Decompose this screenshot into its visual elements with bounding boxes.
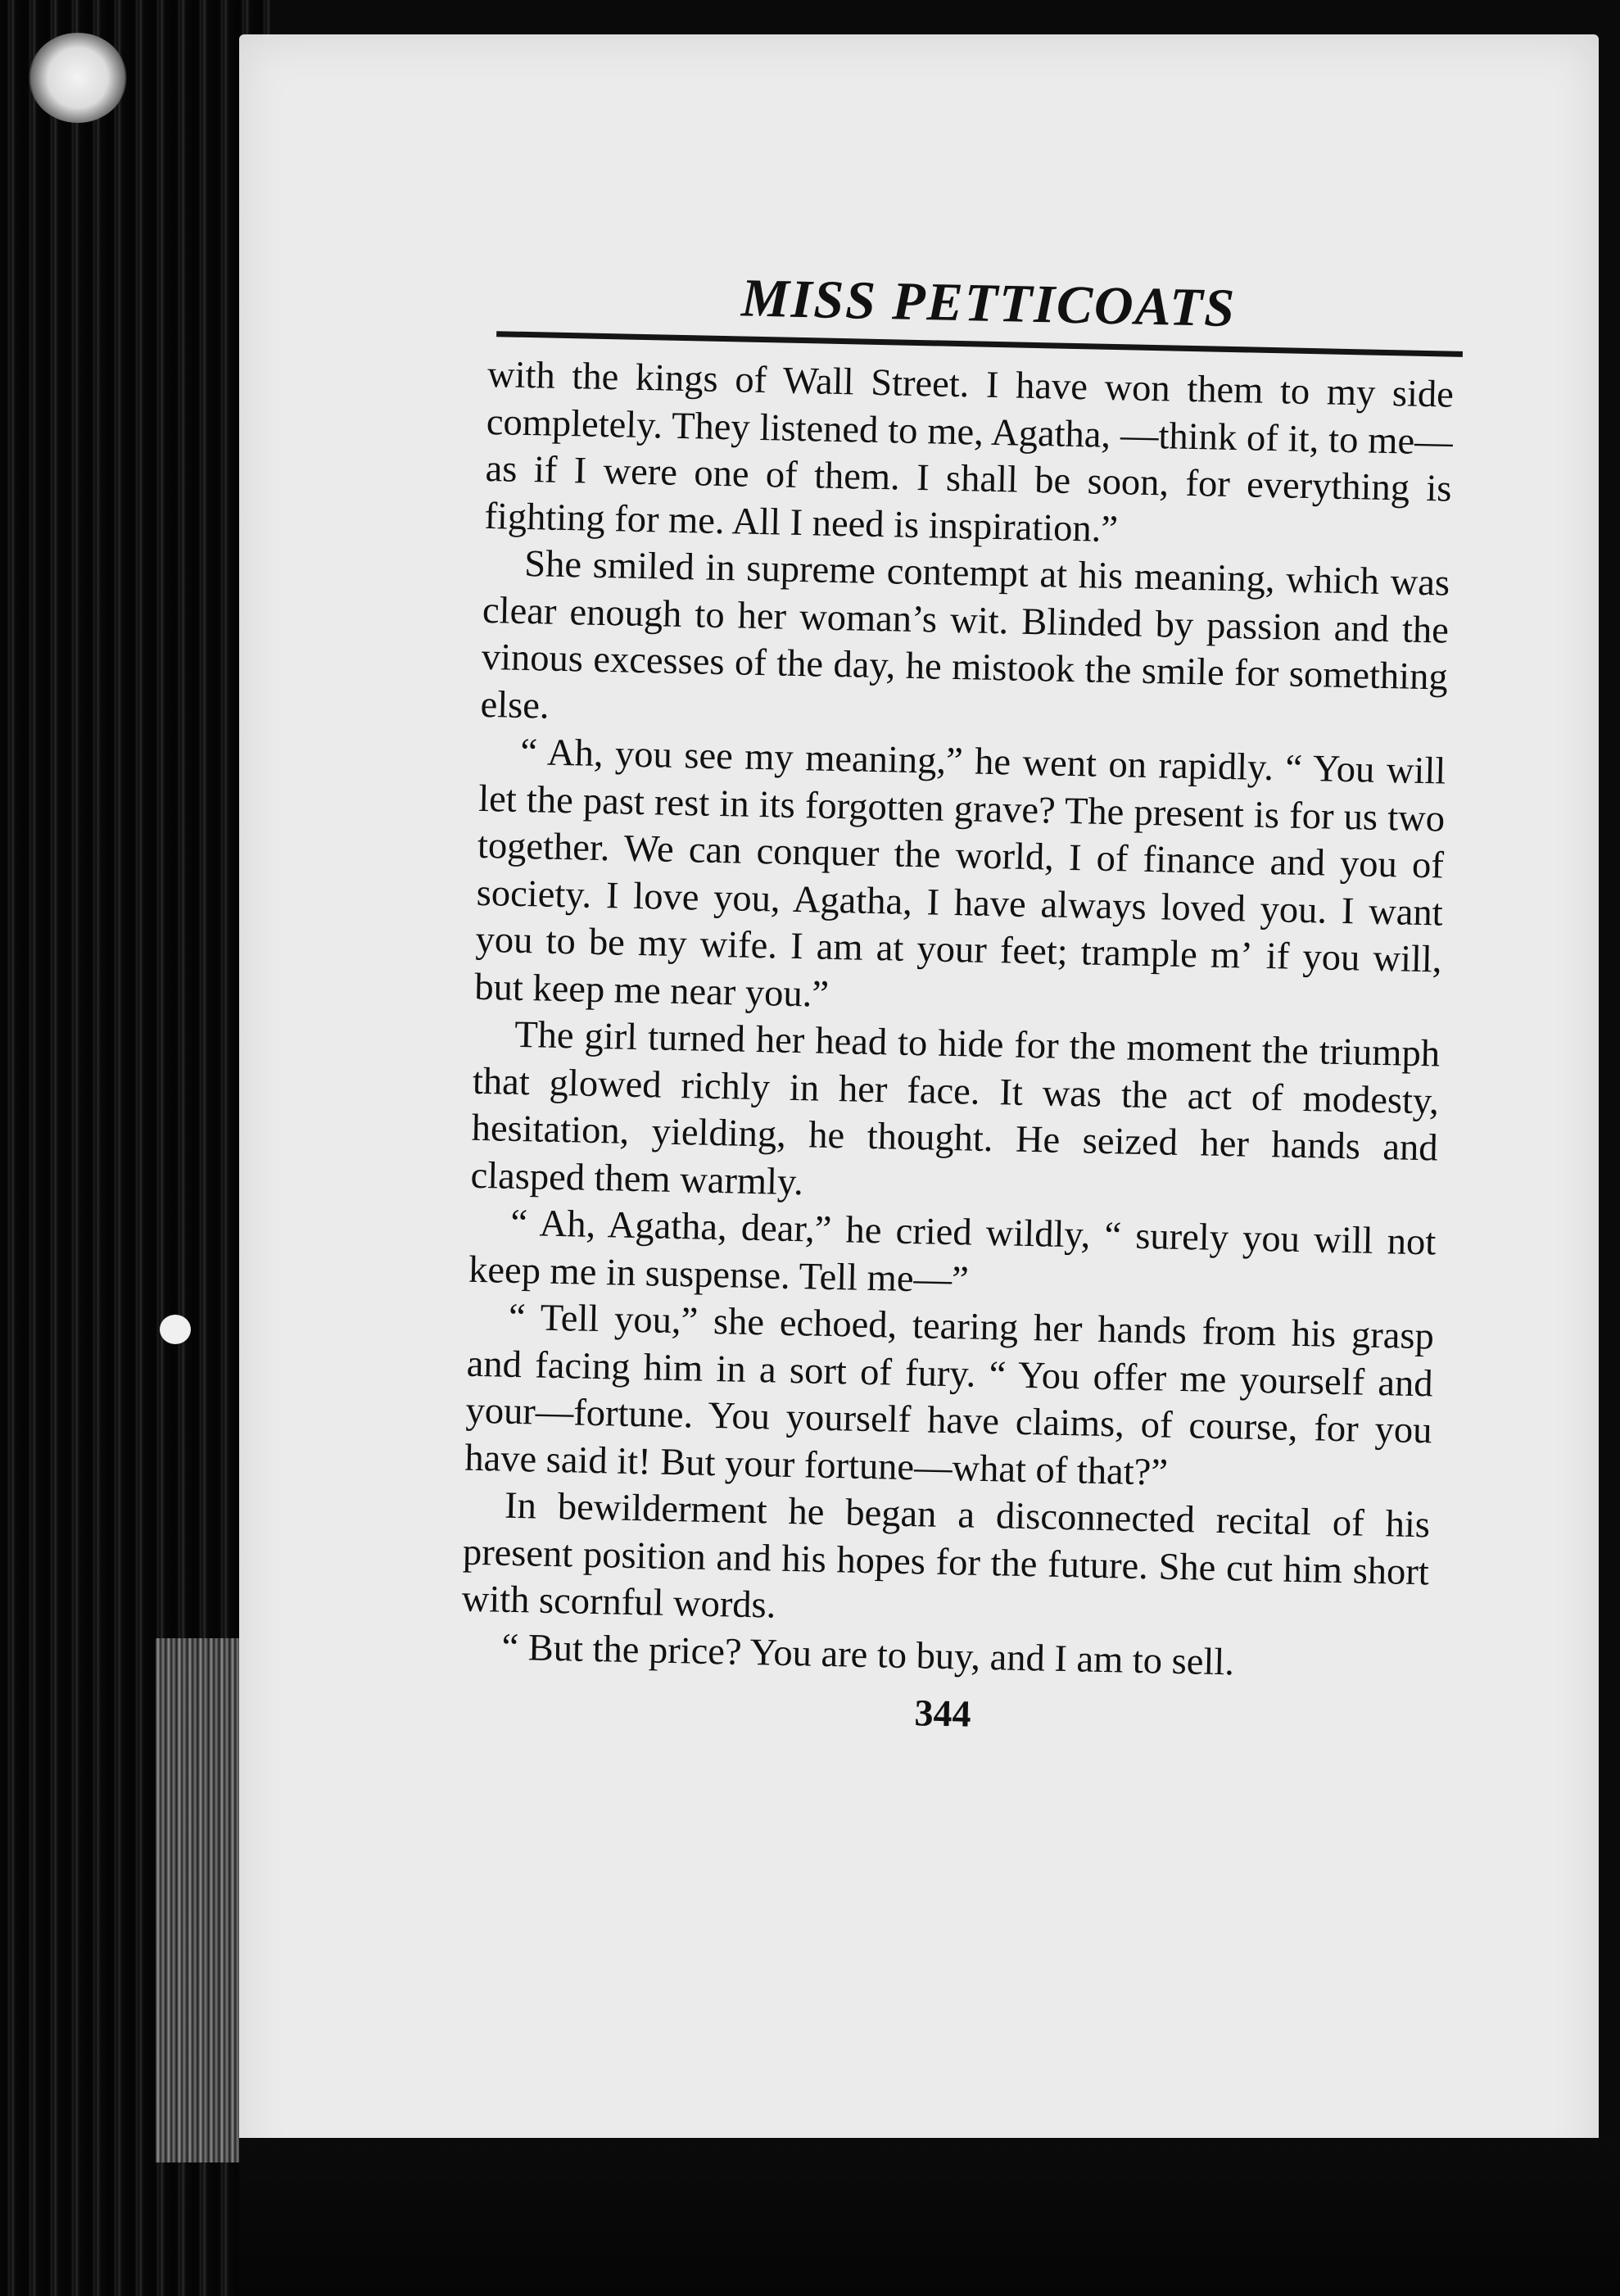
running-head: MISS PETTICOATS — [740, 268, 1237, 339]
scan-artifact — [29, 33, 127, 123]
body-text — [460, 351, 1454, 1690]
paragraph: She smiled in supreme contempt at his meaning, which was clear enough to her woman’s wit. Blinded by passion and the vinous excesses of the day, he mistook the smile for something else. — [480, 542, 1450, 727]
paragraph: In bewilderment he began a disconnected recital of his present position and his hopes for the future. She cut him short with scornful words. — [461, 1484, 1431, 1627]
page-text-block — [459, 262, 1489, 1746]
paragraph: “ Ah, you see my meaning,” he went on rapidly. “ You will let the past rest in its forgotten grave? The present is for us two together. We can conquer the world, I of finance and you of society. I love you, Agatha, I have always loved you. I want you to be my wife. I am at your feet; trample mʼ if you will, but keep me near you.” — [473, 731, 1446, 1016]
paragraph: The girl turned her head to hide for the moment the triumph that glowed richly in her face. It was the act of modesty, hesitation, yielding, he thought. He seized her hands and clasped them warmly. — [470, 1013, 1441, 1203]
paragraph: “ Tell you,” she echoed, tearing her hands from his grasp and facing him in a sort of fury. “ You offer me yourself and your—fortune. You yourself have claims, of course, for you have said it! But your fortune—what of that?” — [464, 1296, 1435, 1494]
paragraph: “ Ah, Agatha, dear,” he cried wildly, “ surely you will not keep me in suspense. Tell me—” — [468, 1202, 1437, 1302]
scan-artifact-small — [160, 1315, 191, 1344]
scan-bottom-edge — [239, 2138, 1620, 2296]
paragraph: “ But the price? You are to buy, and I am to sell. — [501, 1626, 1235, 1683]
page-number: 344 — [913, 1691, 972, 1735]
paragraph: with the kings of Wall Street. I have won them to my side completely. They listened to me, Agatha, —think of it, to me—as if I were one of them. I shall be soon, for everything is fighting for me. All I need is inspiration.” — [483, 353, 1455, 550]
binding-edge-highlight — [156, 1638, 246, 2162]
